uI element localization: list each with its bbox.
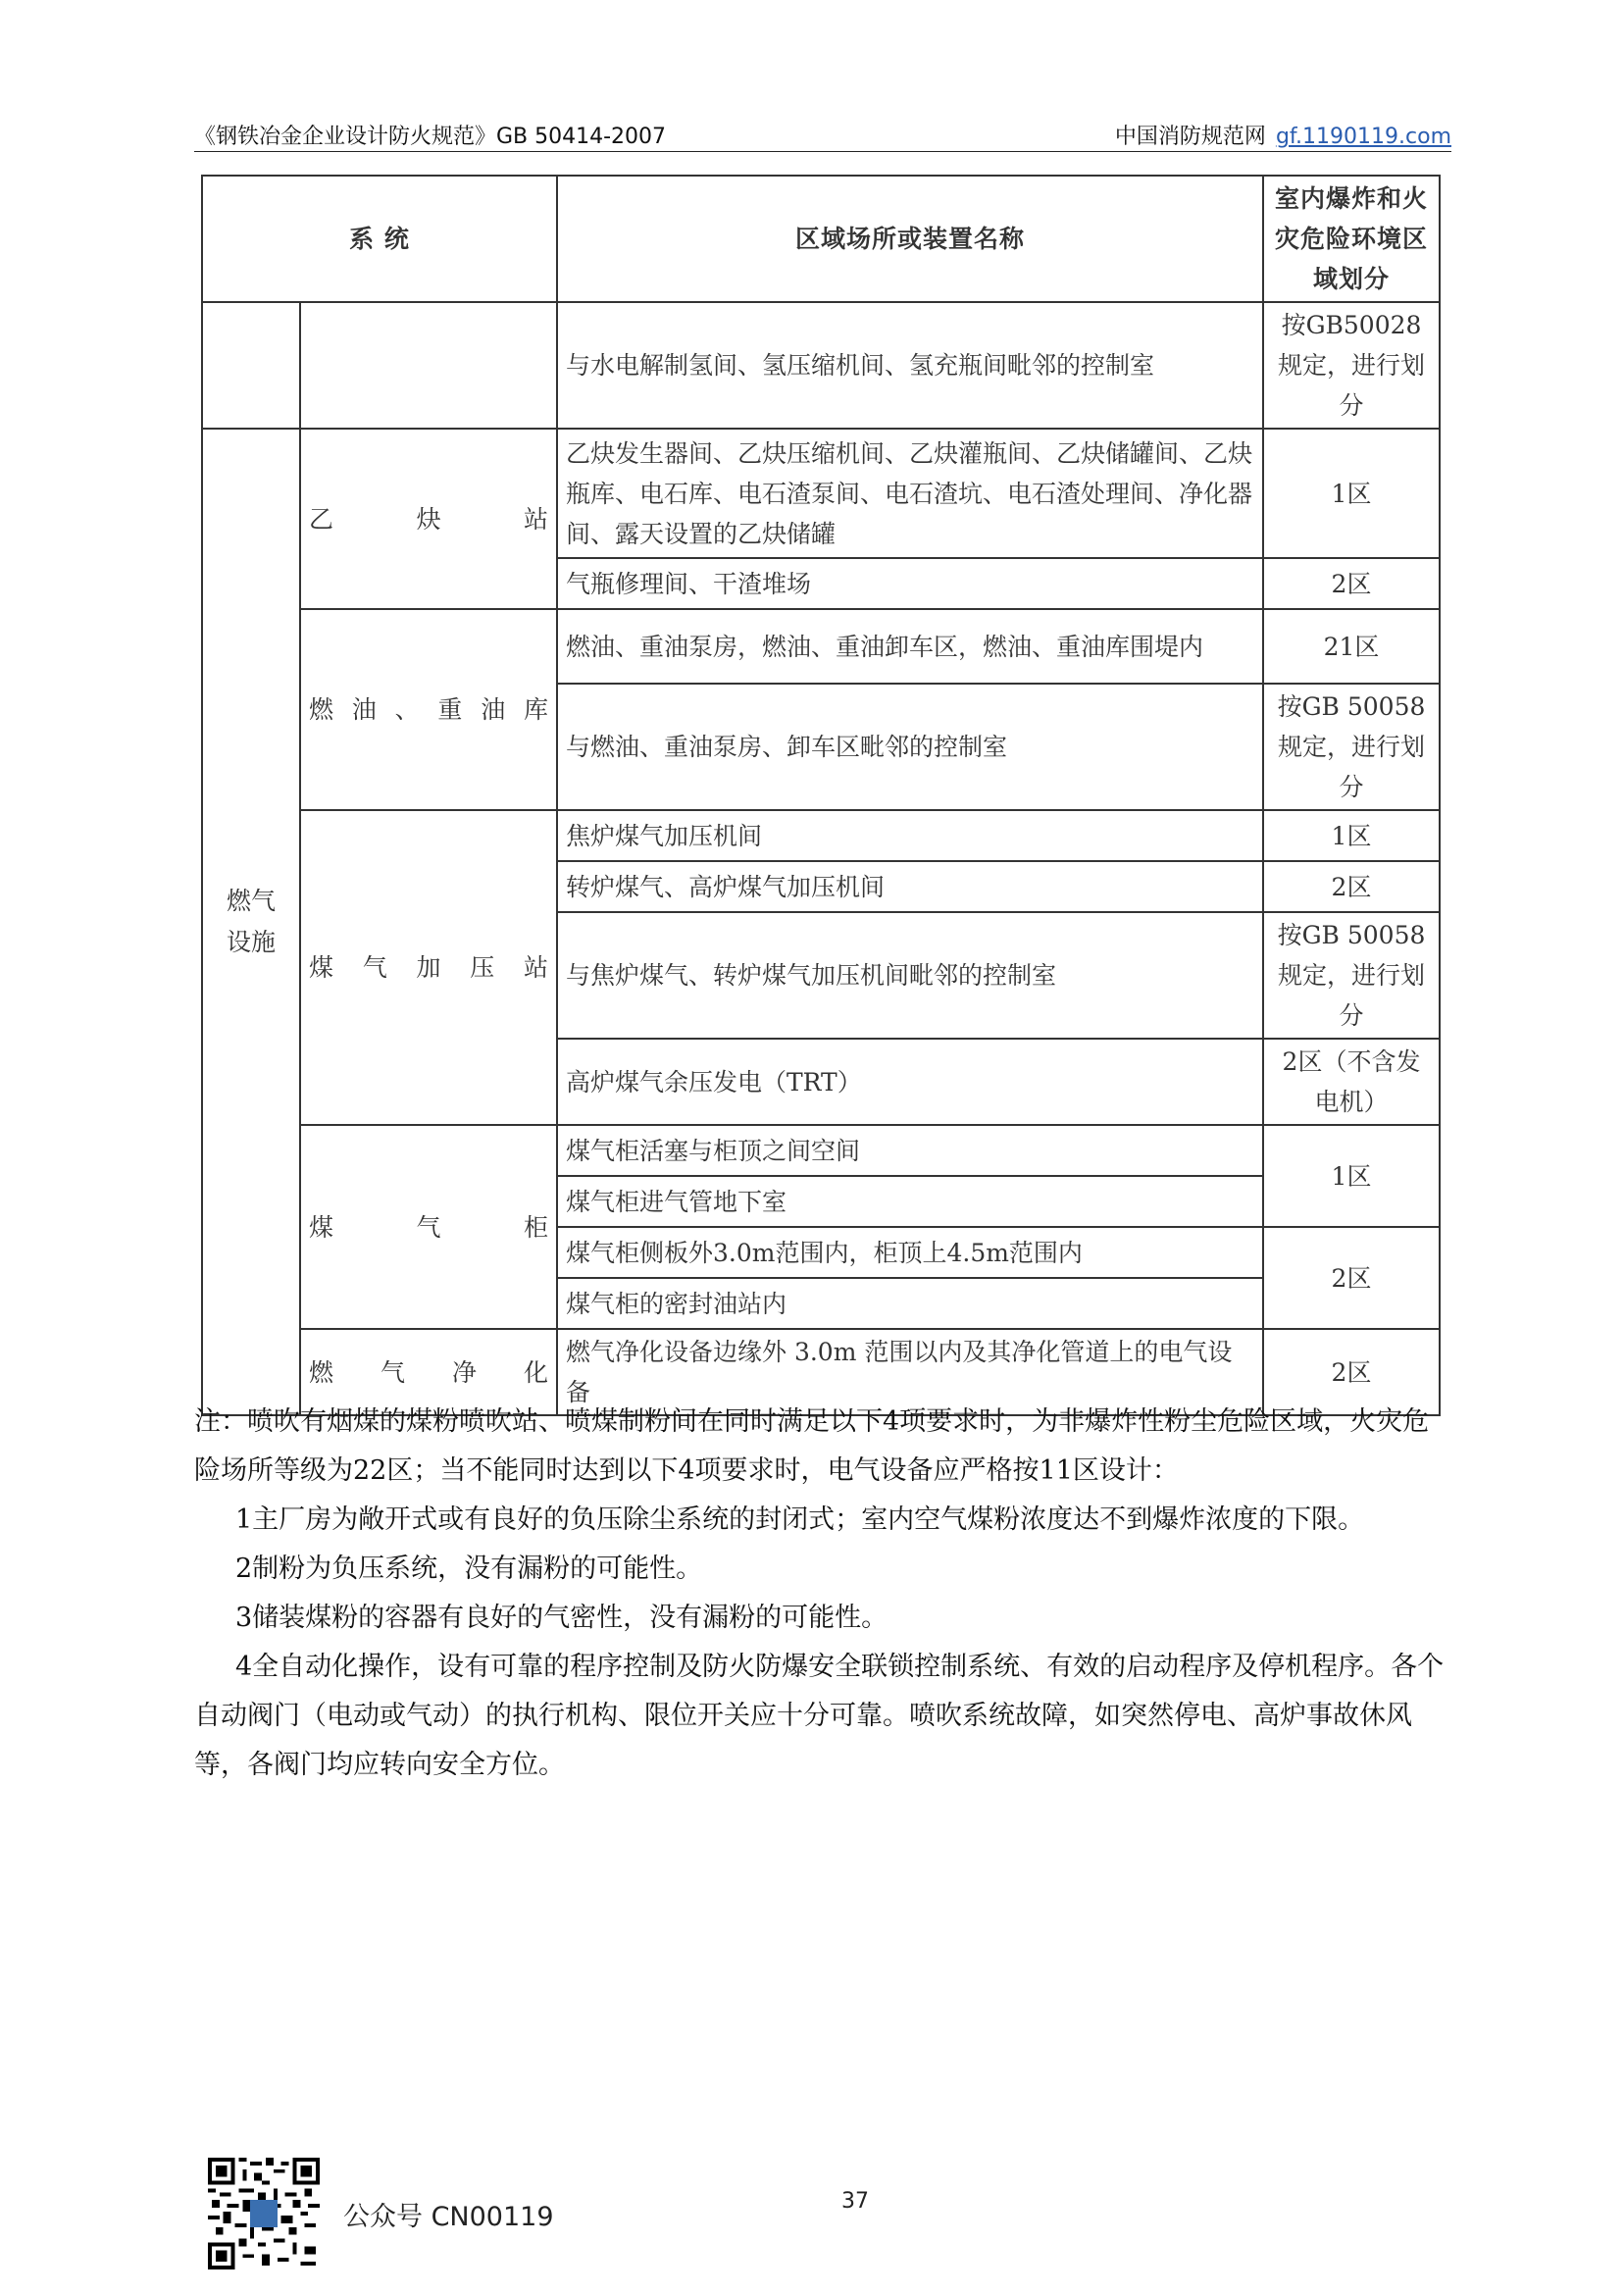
page-number: 37 xyxy=(841,2189,869,2214)
subsystem-gas-holder: 煤 气 柜 xyxy=(300,1125,557,1329)
zone-cell: 21区 xyxy=(1263,609,1440,684)
area-cell: 燃油、重油泵房，燃油、重油卸车区，燃油、重油库围堤内 xyxy=(557,609,1263,684)
note-item-1: 1主厂房为敞开式或有良好的负压除尘系统的封闭式；室内空气煤粉浓度达不到爆炸浓度的下限。 xyxy=(235,1504,1365,1535)
table-row xyxy=(202,302,1440,429)
header-system: 系 统 xyxy=(202,176,557,302)
area-cell: 燃气净化设备边缘外 3.0m 范围以内及其净化管道上的电气设备 xyxy=(557,1329,1263,1415)
table-row xyxy=(202,429,1440,558)
area-cell: 煤气柜活塞与柜顶之间空间 xyxy=(557,1125,1263,1176)
zone-cell: 1区 xyxy=(1263,1125,1440,1227)
site-link[interactable]: gf.1190119.com xyxy=(1275,125,1451,149)
wechat-account: 公众号 CN00119 xyxy=(343,2202,554,2232)
system-cell-gas-facilities: 燃气设施 xyxy=(202,429,300,1415)
note-intro: 注：喷吹有烟煤的煤粉喷吹站、喷煤制粉间在同时满足以下4项要求时，为非爆炸性粉尘危险区域，火灾危险场所等级为22区；当不能同时达到以下4项要求时，电气设备应严格按11区设计： xyxy=(194,1406,1430,1486)
hazard-zone-table xyxy=(201,175,1441,1416)
zone-cell: 按GB50028规定，进行划分 xyxy=(1263,302,1440,429)
header-zone: 室内爆炸和火灾危险环境区域划分 xyxy=(1263,176,1440,302)
table-header-row xyxy=(202,176,1440,302)
qr-code-icon xyxy=(208,2158,320,2269)
note-item-3: 3储装煤粉的容器有良好的气密性，没有漏粉的可能性。 xyxy=(235,1603,888,1633)
zone-cell: 2区（不含发电机） xyxy=(1263,1039,1440,1125)
area-cell: 转炉煤气、高炉煤气加压机间 xyxy=(557,861,1263,912)
area-cell: 与燃油、重油泵房、卸车区毗邻的控制室 xyxy=(557,684,1263,810)
zone-cell: 2区 xyxy=(1263,1329,1440,1415)
zone-cell: 2区 xyxy=(1263,1227,1440,1329)
table-row xyxy=(202,1125,1440,1176)
page-header xyxy=(194,118,1451,152)
zone-cell: 1区 xyxy=(1263,810,1440,861)
header-area: 区域场所或装置名称 xyxy=(557,176,1263,302)
area-cell: 煤气柜侧板外3.0m范围内，柜顶上4.5m范围内 xyxy=(557,1227,1263,1278)
area-cell: 煤气柜的密封油站内 xyxy=(557,1278,1263,1329)
site-info xyxy=(1115,120,1451,150)
zone-cell: 按GB 50058规定，进行划分 xyxy=(1263,912,1440,1039)
table-row xyxy=(202,609,1440,684)
subsystem-oil-depot: 燃 油 、 重 油 库 xyxy=(300,609,557,810)
notes-section xyxy=(194,1398,1451,1790)
system-cell-empty xyxy=(202,302,300,429)
subsystem-acetylene-station: 乙 炔 站 xyxy=(300,429,557,609)
subsystem-cell-empty xyxy=(300,302,557,429)
area-cell: 与焦炉煤气、转炉煤气加压机间毗邻的控制室 xyxy=(557,912,1263,1039)
area-cell: 煤气柜进气管地下室 xyxy=(557,1176,1263,1227)
site-name: 中国消防规范网 xyxy=(1114,125,1266,149)
note-item-2: 2制粉为负压系统，没有漏粉的可能性。 xyxy=(235,1554,703,1584)
zone-cell: 按GB 50058规定，进行划分 xyxy=(1263,684,1440,810)
document-title: 《钢铁冶金企业设计防火规范》GB 50414-2007 xyxy=(194,125,667,149)
note-item-4: 4全自动化操作，设有可靠的程序控制及防火防爆安全联锁控制系统、有效的启动程序及停机程序。各个自动阀门（电动或气动）的执行机构、限位开关应十分可靠。喷吹系统故障，如突然停电、高炉事故休风等，各阀门均应转向安全方位。 xyxy=(194,1652,1445,1780)
zone-cell: 1区 xyxy=(1263,429,1440,558)
zone-cell: 2区 xyxy=(1263,558,1440,609)
area-cell: 乙炔发生器间、乙炔压缩机间、乙炔灌瓶间、乙炔储罐间、乙炔瓶库、电石库、电石渣泵间、电石渣坑、电石渣处理间、净化器间、露天设置的乙炔储罐 xyxy=(557,429,1263,558)
area-cell: 气瓶修理间、干渣堆场 xyxy=(557,558,1263,609)
area-cell: 高炉煤气余压发电（TRT） xyxy=(557,1039,1263,1125)
area-cell: 焦炉煤气加压机间 xyxy=(557,810,1263,861)
subsystem-gas-booster-station: 煤 气 加 压 站 xyxy=(300,810,557,1125)
zone-cell: 2区 xyxy=(1263,861,1440,912)
table-row xyxy=(202,810,1440,861)
subsystem-gas-purification: 燃 气 净 化 xyxy=(300,1329,557,1415)
area-cell: 与水电解制氢间、氢压缩机间、氢充瓶间毗邻的控制室 xyxy=(557,302,1263,429)
